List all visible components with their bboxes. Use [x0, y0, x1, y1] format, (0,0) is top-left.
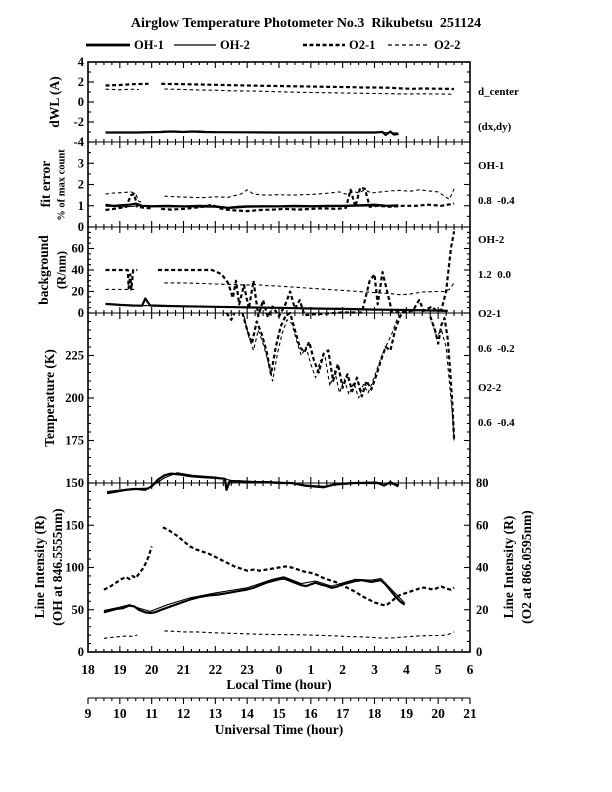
y-axis-title-intensity-oh: Line Intensity (R)	[32, 515, 47, 619]
svg-text:2: 2	[77, 75, 84, 89]
svg-text:20: 20	[71, 284, 84, 299]
y-axis-title-intensity-o2: Line Intensity (R)	[501, 515, 516, 619]
annotation-oh1-label: OH-1	[478, 160, 505, 172]
legend-label: O2-2	[434, 37, 461, 52]
svg-text:21: 21	[463, 706, 477, 721]
svg-text:1: 1	[307, 662, 315, 677]
legend-label: OH-2	[220, 37, 250, 52]
annotation-oh2-label: OH-2	[478, 234, 505, 246]
svg-text:10: 10	[113, 706, 127, 721]
svg-text:225: 225	[65, 348, 84, 363]
svg-text:-2: -2	[73, 115, 84, 129]
svg-text:60: 60	[476, 518, 489, 533]
svg-text:14: 14	[240, 706, 254, 721]
svg-text:18: 18	[367, 706, 382, 721]
svg-text:2: 2	[77, 177, 84, 192]
annotation-o21-values: 0.6 -0.2	[478, 342, 515, 355]
svg-text:5: 5	[434, 662, 442, 677]
y-axis-title-fit-error: fit error	[38, 160, 53, 208]
x-axis-title-universal-time: Universal Time (hour)	[214, 722, 344, 737]
svg-text:16: 16	[304, 706, 318, 721]
svg-text:17: 17	[335, 706, 350, 721]
legend-label: OH-1	[134, 37, 164, 52]
svg-text:6: 6	[466, 662, 474, 677]
svg-text:0: 0	[77, 645, 84, 659]
svg-text:40: 40	[71, 263, 84, 277]
side-annotations	[478, 64, 610, 452]
svg-text:12: 12	[176, 706, 191, 721]
svg-text:200: 200	[65, 391, 84, 405]
svg-text:0: 0	[77, 220, 84, 234]
svg-text:3: 3	[77, 156, 84, 171]
svg-text:20: 20	[144, 662, 159, 677]
y-axis-subtitle-fit-error: % of max count	[56, 149, 68, 221]
svg-text:3: 3	[371, 662, 378, 677]
y-axis-title-dwl: dWL (A)	[47, 76, 62, 128]
svg-text:1: 1	[77, 198, 84, 213]
y-axis-subtitle-intensity-o2: (O2 at 866.0595nm)	[519, 510, 534, 624]
svg-text:20: 20	[431, 706, 445, 721]
svg-text:2: 2	[339, 662, 347, 677]
svg-text:11: 11	[145, 706, 159, 721]
svg-text:4: 4	[402, 662, 410, 677]
svg-text:20: 20	[476, 602, 489, 617]
svg-text:9: 9	[84, 706, 92, 721]
y-axis-subtitle-intensity-oh: (OH at 846.5555nm)	[50, 508, 65, 626]
svg-text:19: 19	[113, 662, 127, 677]
y-axis-subtitle-background: (R/nm)	[54, 250, 69, 290]
x-axis-title-local-time: Local Time (hour)	[226, 677, 332, 692]
svg-text:40: 40	[476, 560, 489, 575]
svg-text:23: 23	[240, 662, 254, 677]
annotation-oh1-values: 0.8 -0.4	[478, 194, 515, 207]
svg-text:175: 175	[65, 433, 84, 448]
svg-text:0: 0	[476, 645, 483, 659]
svg-text:80: 80	[476, 476, 489, 490]
svg-text:0: 0	[275, 662, 283, 677]
legend-label: O2-1	[349, 37, 376, 52]
svg-text:18: 18	[81, 662, 95, 677]
svg-text:50: 50	[71, 602, 84, 617]
svg-text:60: 60	[71, 241, 84, 256]
annotation-o21-label: O2-1	[478, 308, 502, 320]
annotation-dxdy: (dx,dy)	[478, 120, 512, 133]
annotation-oh2-values: 1.2 0.0	[478, 268, 511, 281]
annotation-o22-label: O2-2	[478, 382, 502, 394]
svg-text:150: 150	[65, 476, 84, 490]
svg-text:0: 0	[77, 95, 84, 109]
svg-text:0: 0	[77, 306, 84, 320]
svg-text:15: 15	[272, 706, 286, 721]
svg-text:150: 150	[65, 518, 84, 533]
svg-text:19: 19	[399, 706, 414, 721]
y-axis-title-temperature: Temperature (K)	[42, 349, 57, 447]
chart-title: Airglow Temperature Photometer No.3 Rikubetsu 251124	[130, 16, 482, 31]
svg-text:13: 13	[208, 706, 223, 721]
annotation-d-center: d_center	[478, 86, 519, 98]
svg-text:-4: -4	[73, 135, 84, 149]
svg-text:21: 21	[176, 662, 191, 677]
y-axis-title-background: background	[36, 235, 51, 305]
svg-text:22: 22	[208, 662, 223, 677]
annotation-o22-values: 0.6 -0.4	[478, 416, 515, 429]
svg-text:4: 4	[77, 55, 84, 69]
svg-text:100: 100	[65, 560, 84, 575]
